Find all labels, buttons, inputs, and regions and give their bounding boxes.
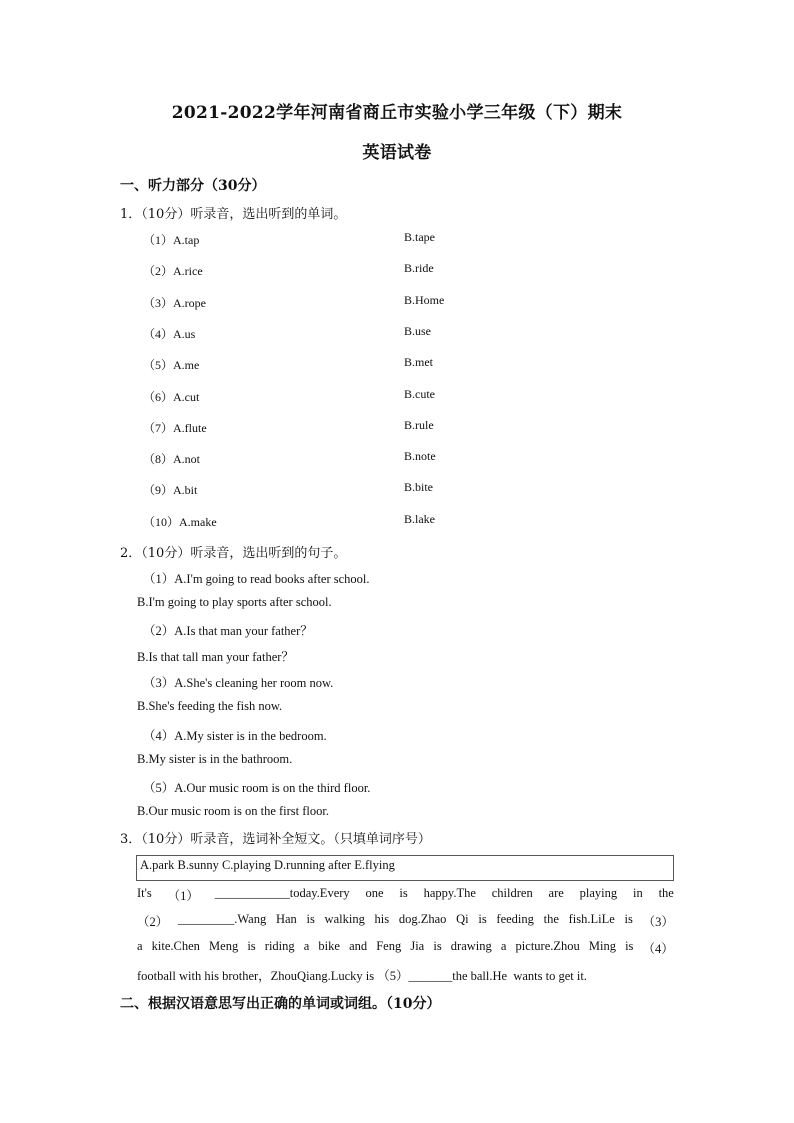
passage-line	[137, 939, 674, 957]
passage-word: （1）	[167, 889, 199, 903]
passage-word: playing	[579, 886, 618, 900]
q1-option-b: B.met	[404, 355, 433, 369]
passage-word: is	[247, 939, 256, 953]
passage-word: are	[548, 886, 564, 900]
q2-sentence-b: B.Is that tall man your father？	[137, 650, 294, 664]
passage-word: （2）	[137, 915, 169, 929]
q2-sentence-b: B.I'm going to play sports after school.	[137, 595, 332, 609]
passage-word: is	[625, 939, 634, 953]
exam-title-line1: 2021-2022学年河南省商丘市实验小学三年级（下）期末	[171, 103, 623, 123]
q1-option-a: （5）A.me	[143, 358, 200, 372]
q1-option-a: （1）A.tap	[143, 233, 200, 247]
q1-option-a: （10）A.make	[143, 515, 217, 529]
passage-word: riding	[264, 939, 295, 953]
q1-option-b: B.ride	[404, 261, 434, 275]
passage-word: the	[543, 912, 559, 926]
passage-word: one	[365, 886, 384, 900]
passage-word: bike	[318, 939, 340, 953]
passage-word: Qi	[456, 912, 469, 926]
q1-option-b: B.use	[404, 324, 431, 338]
passage-word: Ming	[588, 939, 616, 953]
passage-word: is	[399, 886, 408, 900]
passage-word: a	[500, 939, 507, 953]
q1-option-b: B.cute	[404, 387, 435, 401]
q1-option-a: （4）A.us	[143, 327, 196, 341]
passage-word: is	[478, 912, 487, 926]
passage-word: walking	[324, 912, 365, 926]
question-3-prompt: 3．（10分）听录音，选词补全短文。（只填单词序号）	[120, 832, 431, 847]
q2-sentence-b: B.Our music room is on the first floor.	[137, 804, 329, 818]
passage-word: his	[374, 912, 390, 926]
q2-sentence-a: （3）A.She's cleaning her room now.	[143, 676, 334, 690]
q1-option-a: （8）A.not	[143, 452, 201, 466]
question-1-prompt: 1．（10分）听录音，选出听到的单词。	[120, 207, 347, 222]
passage-word: （4）	[642, 942, 674, 956]
passage-word: children	[491, 886, 533, 900]
passage-word: in	[633, 886, 643, 900]
passage-word: picture.Zhou	[515, 939, 580, 953]
passage-word: is	[624, 912, 633, 926]
passage-word: _________.Wang	[177, 912, 267, 926]
question-2-prompt: 2．（10分）听录音，选出听到的句子。	[120, 546, 347, 561]
passage-word: is	[433, 939, 442, 953]
section-writing-heading: 二、根据汉语意思写出正确的单词或词组。（10分）	[120, 996, 441, 1012]
q1-option-b: B.Home	[404, 293, 445, 307]
section-listening-heading: 一、听力部分（30分）	[120, 178, 266, 194]
passage-word: Meng	[209, 939, 239, 953]
q1-option-b: B.tape	[404, 230, 435, 244]
word-bank-box: A.park B.sunny C.playing D.running after E.flying	[136, 855, 674, 881]
passage-word: football with his brother，ZhouQiang.Lucky is （5）_______the ball.He wants to get it.	[137, 969, 587, 983]
passage-word: Jia	[410, 939, 425, 953]
passage-word: is	[306, 912, 315, 926]
passage-word: a	[137, 939, 143, 953]
q2-sentence-a: （2）A.Is that man your father？	[143, 624, 313, 638]
q1-option-a: （2）A.rice	[143, 264, 203, 278]
q2-sentence-a: （1）A.I'm going to read books after school.	[143, 572, 370, 586]
passage-word: and	[349, 939, 368, 953]
passage-word: It's	[137, 886, 152, 900]
passage-word: feeding	[496, 912, 534, 926]
q1-option-a: （3）A.rope	[143, 296, 206, 310]
passage-word: a	[303, 939, 310, 953]
q1-option-b: B.rule	[404, 418, 434, 432]
q1-option-b: B.lake	[404, 512, 435, 526]
q1-option-a: （7）A.flute	[143, 421, 207, 435]
q2-sentence-b: B.My sister is in the bathroom.	[137, 752, 293, 766]
passage-line	[137, 912, 674, 930]
passage-word: （3）	[642, 915, 674, 929]
q1-option-a: （6）A.cut	[143, 390, 200, 404]
passage-word: fish.LiLe	[568, 912, 615, 926]
passage-word: Feng	[376, 939, 402, 953]
q1-option-b: B.note	[404, 449, 436, 463]
q2-sentence-a: （5）A.Our music room is on the third floor.	[143, 781, 371, 795]
q2-sentence-a: （4）A.My sister is in the bedroom.	[143, 729, 327, 743]
passage-word: ____________today.Every	[214, 886, 350, 900]
q2-sentence-b: B.She's feeding the fish now.	[137, 699, 283, 713]
passage-word: drawing	[450, 939, 492, 953]
passage-word: happy.The	[423, 886, 476, 900]
passage-word: kite.Chen	[151, 939, 200, 953]
passage-word: Han	[275, 912, 297, 926]
passage-word: the	[658, 886, 674, 900]
passage-line	[137, 886, 674, 904]
passage-line	[137, 966, 674, 984]
exam-title-line2: 英语试卷	[362, 143, 432, 163]
q1-option-b: B.bite	[404, 480, 433, 494]
passage-word: dog.Zhao	[398, 912, 447, 926]
q1-option-a: （9）A.bit	[143, 483, 198, 497]
